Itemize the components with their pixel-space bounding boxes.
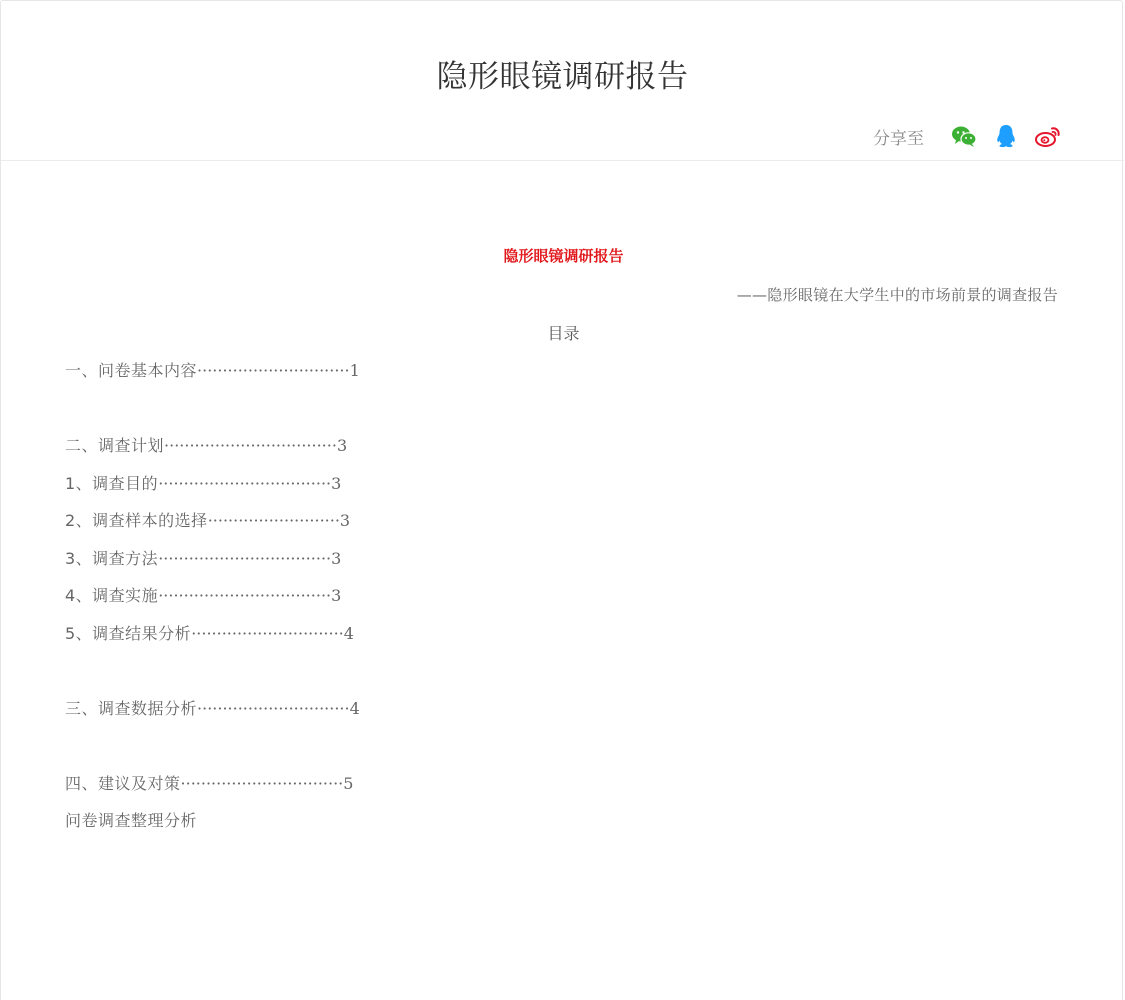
toc-item: 三、调查数据分析······························4: [65, 699, 361, 718]
toc-item: 一、问卷基本内容······························1: [65, 361, 361, 380]
weibo-icon[interactable]: [1034, 122, 1062, 150]
document-footer-line: 问卷调查整理分析: [65, 811, 198, 830]
toc-item: 二、调查计划··································3: [65, 436, 348, 455]
toc-item: 3、调查方法··································3: [65, 549, 342, 568]
page-title: 隐形眼镜调研报告: [436, 59, 689, 95]
document-subtitle: ——隐形眼镜在大学生中的市场前景的调查报告: [736, 286, 1058, 304]
document-title: 隐形眼镜调研报告: [503, 247, 624, 265]
toc-item: 1、调查目的··································3: [65, 474, 342, 493]
qq-icon[interactable]: [992, 122, 1020, 150]
share-bar: [873, 121, 1062, 151]
toc-heading: 目录: [547, 324, 580, 343]
toc-item: 4、调查实施··································3: [65, 586, 342, 605]
toc-item: 2、调查样本的选择··························3: [65, 511, 351, 530]
article-header: [1, 1, 1124, 161]
wechat-icon[interactable]: [950, 122, 978, 150]
toc-item: 5、调查结果分析······························4: [65, 624, 355, 643]
toc-item: 四、建议及对策································5: [65, 774, 354, 793]
share-label: 分享至: [873, 128, 924, 149]
